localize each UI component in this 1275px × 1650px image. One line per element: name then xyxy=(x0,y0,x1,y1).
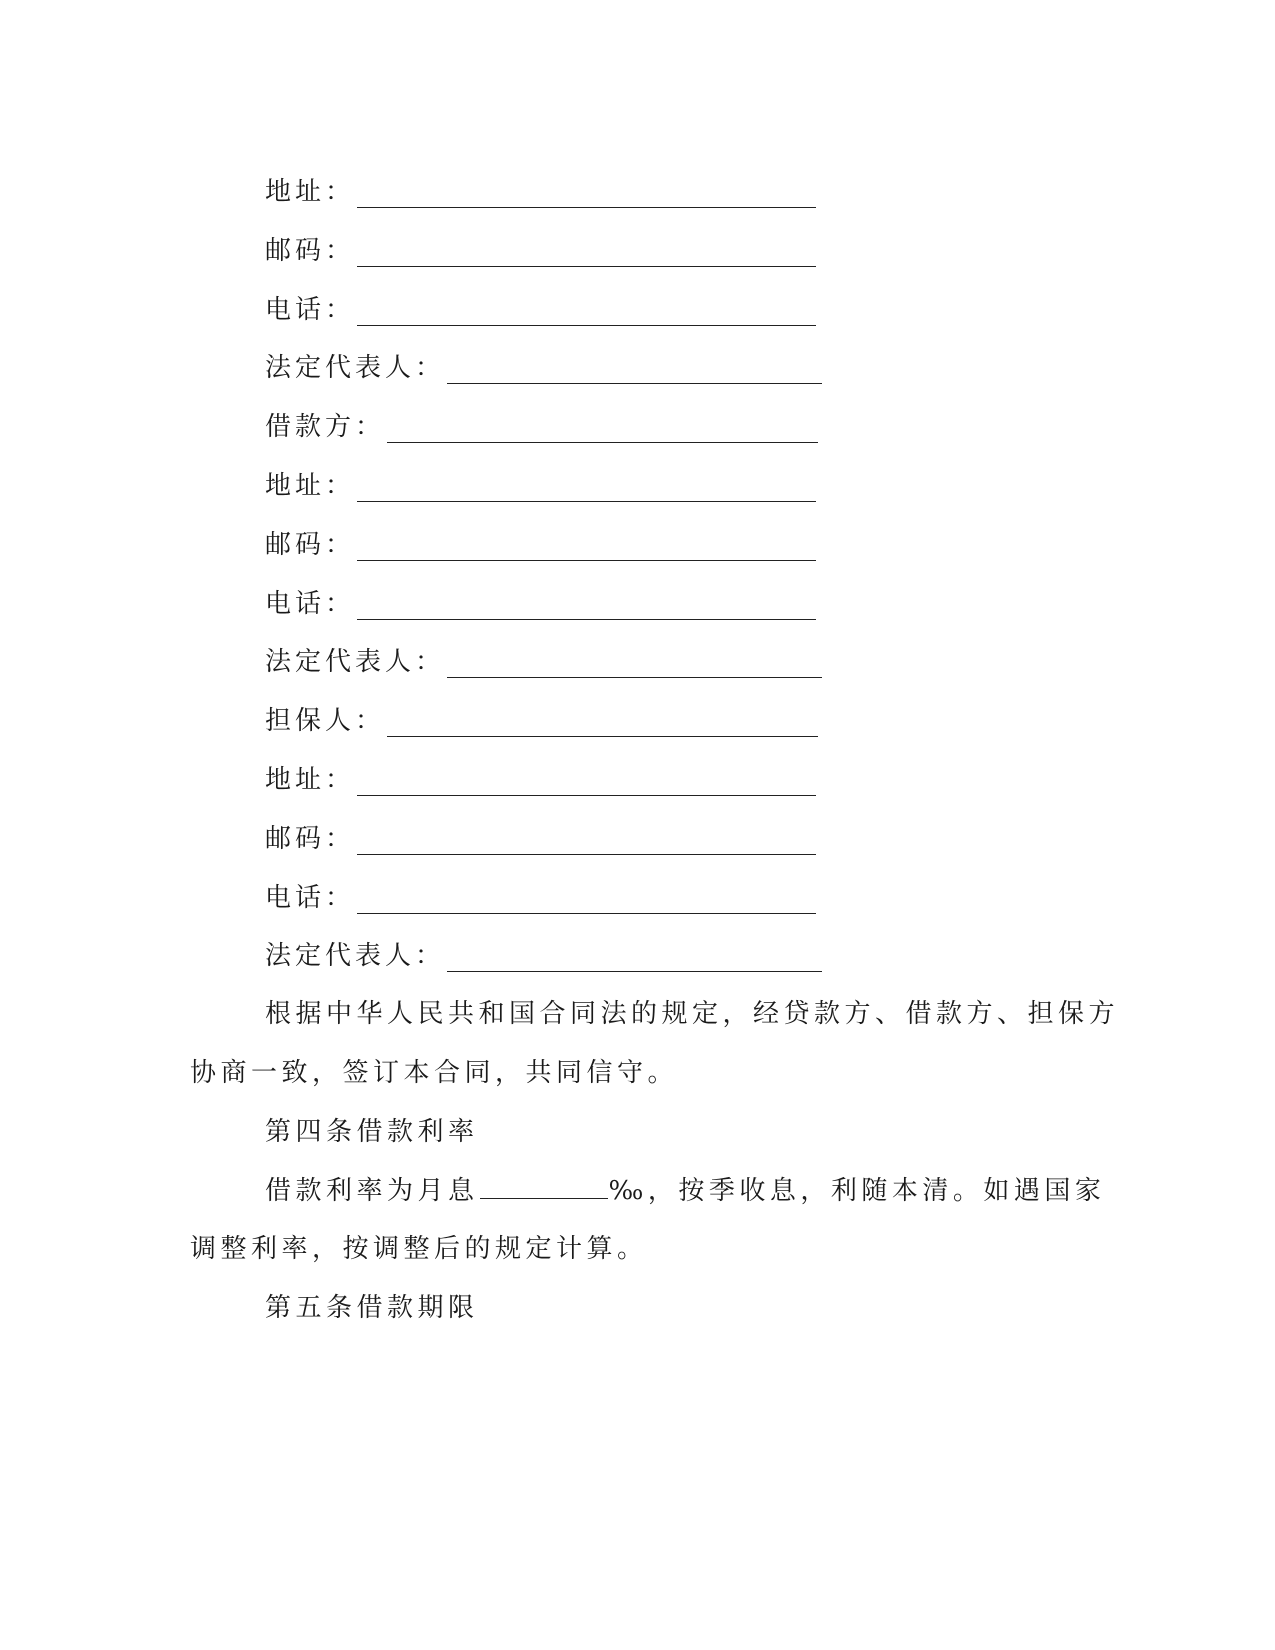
field-postcode-2 xyxy=(265,521,816,561)
intro-line-1: 根据中华人民共和国合同法的规定，经贷款方、借款方、担保方 xyxy=(265,999,1120,1029)
article-4-text-after: ‰，按季收息，利随本清。如遇国家 xyxy=(608,1176,1106,1206)
fill-blank[interactable] xyxy=(357,295,816,326)
fill-blank[interactable] xyxy=(357,824,816,855)
article-4-text-before: 借款利率为月息 xyxy=(265,1176,479,1206)
fill-blank[interactable] xyxy=(447,353,822,384)
field-label: 电话： xyxy=(265,295,356,325)
fill-blank[interactable] xyxy=(447,941,822,972)
field-borrower xyxy=(265,403,818,443)
field-phone-3 xyxy=(265,874,816,914)
field-label: 法定代表人： xyxy=(265,941,446,971)
fill-blank[interactable] xyxy=(357,530,816,561)
field-guarantor xyxy=(265,697,818,737)
field-label: 地址： xyxy=(265,177,356,207)
fill-blank[interactable] xyxy=(387,706,818,737)
intro-line-2: 协商一致，签订本合同，共同信守。 xyxy=(190,1058,679,1088)
field-label: 邮码： xyxy=(265,236,356,266)
field-label: 法定代表人： xyxy=(265,647,446,677)
article-4-text-line-2: 调整利率，按调整后的规定计算。 xyxy=(190,1234,648,1264)
field-label: 借款方： xyxy=(265,412,386,442)
field-phone-1 xyxy=(265,286,816,326)
field-label: 邮码： xyxy=(265,824,356,854)
fill-blank[interactable] xyxy=(357,471,816,502)
fill-blank[interactable] xyxy=(357,589,816,620)
field-address-2 xyxy=(265,462,816,502)
fill-blank[interactable] xyxy=(357,236,816,267)
article-4-title: 第四条借款利率 xyxy=(265,1117,479,1147)
field-legal-rep-2 xyxy=(265,638,822,678)
field-postcode-3 xyxy=(265,815,816,855)
fill-blank[interactable] xyxy=(357,177,816,208)
field-label: 电话： xyxy=(265,589,356,619)
field-legal-rep-1 xyxy=(265,344,822,384)
article-4-text-line-1 xyxy=(265,1170,1105,1211)
field-label: 地址： xyxy=(265,765,356,795)
field-label: 邮码： xyxy=(265,530,356,560)
field-label: 电话： xyxy=(265,883,356,913)
field-phone-2 xyxy=(265,580,816,620)
field-address-1 xyxy=(265,168,816,208)
fill-blank[interactable] xyxy=(447,647,822,678)
fill-blank[interactable] xyxy=(387,412,818,443)
field-address-3 xyxy=(265,756,816,796)
fill-blank[interactable] xyxy=(357,883,816,914)
field-label: 担保人： xyxy=(265,706,386,736)
article-5-title: 第五条借款期限 xyxy=(265,1293,479,1323)
field-label: 地址： xyxy=(265,471,356,501)
interest-rate-blank[interactable] xyxy=(480,1170,608,1199)
field-postcode-1 xyxy=(265,227,816,267)
fill-blank[interactable] xyxy=(357,765,816,796)
field-label: 法定代表人： xyxy=(265,353,446,383)
field-legal-rep-3 xyxy=(265,932,822,972)
